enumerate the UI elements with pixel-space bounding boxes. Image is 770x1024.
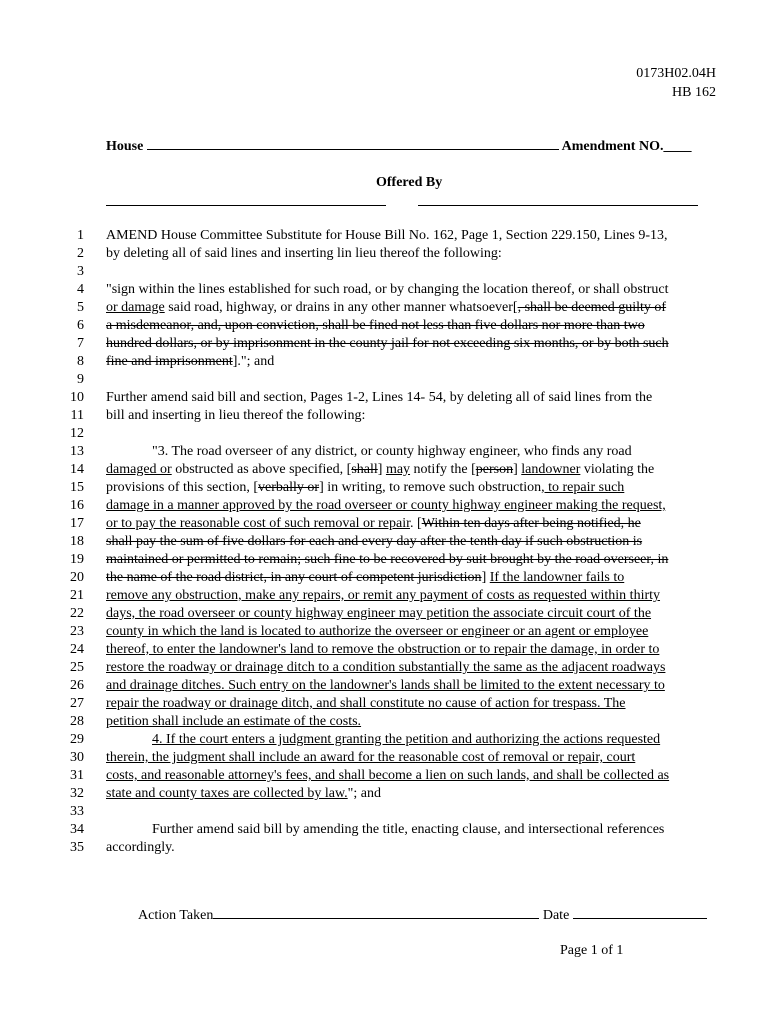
text-segment: AMEND House Committee Substitute for House Bill No. 162, Page 1, Section 229.150, Lines 9-13,	[106, 228, 668, 243]
line-number: 13	[70, 444, 84, 459]
line-text	[106, 785, 381, 803]
document-line	[0, 407, 770, 425]
offered-by-signature-line-2[interactable]	[418, 205, 698, 206]
line-number: 3	[77, 264, 84, 279]
line-number: 9	[77, 372, 84, 387]
line-text	[106, 713, 361, 731]
text-segment: ]	[481, 570, 490, 585]
line-text	[106, 569, 624, 587]
offered-by-signature-line-1[interactable]	[106, 205, 386, 206]
document-line	[0, 659, 770, 677]
line-text	[106, 299, 666, 317]
inserted-text: county in which the land is located to authorize the overseer or engineer or an agent or employee	[106, 624, 649, 639]
line-number: 7	[77, 336, 84, 351]
document-line	[0, 371, 770, 389]
document-line	[0, 245, 770, 263]
document-line	[0, 731, 770, 749]
document-line	[0, 263, 770, 281]
inserted-text: remove any obstruction, make any repairs, or remit any payment of costs as requested within thirty	[106, 588, 661, 603]
line-text	[106, 227, 668, 245]
document-line	[0, 353, 770, 371]
line-text	[106, 587, 660, 605]
document-line	[0, 425, 770, 443]
document-line	[0, 695, 770, 713]
line-number: 25	[70, 660, 84, 675]
line-number: 23	[70, 624, 84, 639]
line-text	[106, 839, 175, 857]
deleted-text: , shall be deemed guilty of	[517, 300, 667, 315]
line-text	[106, 749, 635, 767]
inserted-text: If the landowner fails to	[489, 570, 625, 585]
text-segment: accordingly.	[106, 840, 175, 855]
document-line	[0, 227, 770, 245]
date-label: Date	[542, 908, 570, 923]
line-number: 17	[70, 516, 84, 531]
line-number: 35	[70, 840, 84, 855]
document-id: 0173H02.04H	[636, 66, 716, 81]
inserted-text: damaged or	[106, 462, 172, 477]
deleted-text: shall	[351, 462, 378, 477]
line-text	[106, 407, 365, 425]
text-segment: Further amend said bill by amending the title, enacting clause, and intersectional references	[152, 822, 665, 837]
document-line	[0, 389, 770, 407]
bill-number: HB 162	[672, 85, 716, 100]
text-segment: "sign within the lines established for such road, or by changing the location thereof, or shall obstruct	[106, 282, 669, 297]
line-number: 32	[70, 786, 84, 801]
inserted-text: landowner	[521, 462, 581, 477]
text-segment: notify the [	[410, 462, 476, 477]
document-line	[0, 335, 770, 353]
line-number: 34	[70, 822, 84, 837]
line-text	[106, 497, 666, 515]
text-segment: violating the	[580, 462, 655, 477]
line-number: 28	[70, 714, 84, 729]
text-segment: Further amend said bill and section, Pages 1-2, Lines 14- 54, by deleting all of said lines from the	[106, 390, 653, 405]
text-segment: ] in writing, to remove such obstruction	[319, 480, 542, 495]
line-text	[106, 551, 668, 569]
document-line	[0, 641, 770, 659]
text-segment: bill and inserting in lieu thereof the following:	[106, 408, 366, 423]
document-line	[0, 281, 770, 299]
amendment-label: Amendment NO.	[561, 139, 664, 154]
line-text	[152, 821, 664, 839]
line-text	[106, 677, 665, 695]
line-number: 20	[70, 570, 84, 585]
line-number: 24	[70, 642, 84, 657]
document-line	[0, 605, 770, 623]
inserted-text: restore the roadway or drainage ditch to a condition substantially the same as the adjacent roadways	[106, 660, 666, 675]
deleted-text: fine and imprisonment	[106, 354, 233, 369]
line-text	[106, 461, 654, 479]
document-line	[0, 767, 770, 785]
text-segment: "; and	[347, 786, 381, 801]
document-line	[0, 497, 770, 515]
inserted-text: , to repair such	[541, 480, 625, 495]
house-label: House	[106, 139, 144, 154]
line-text	[106, 353, 274, 371]
inserted-text: days, the road overseer or county highway engineer may petition the associate circuit court of the	[106, 606, 652, 621]
line-number: 4	[77, 282, 84, 297]
deleted-text: a misdemeanor, and, upon conviction, shall be fined not less than five dollars nor more than two	[106, 318, 645, 333]
line-number: 11	[70, 408, 84, 423]
inserted-text: 4. If the court enters a judgment granting the petition and authorizing the actions requested	[152, 732, 661, 747]
inserted-text: or to pay the reasonable cost of such removal or repair	[106, 516, 411, 531]
line-number: 1	[77, 228, 84, 243]
document-line	[0, 317, 770, 335]
line-number: 29	[70, 732, 84, 747]
line-text	[106, 767, 669, 785]
line-text	[106, 623, 648, 641]
inserted-text: damage in a manner approved by the road overseer or county highway engineer making the request,	[106, 498, 666, 513]
line-number: 19	[70, 552, 84, 567]
line-number: 5	[77, 300, 84, 315]
page-number: Page 1 of 1	[560, 943, 624, 958]
line-text	[106, 659, 665, 677]
text-segment: provisions of this section, [	[106, 480, 259, 495]
text-segment: "3. The road overseer of any district, or county highway engineer, who finds any road	[152, 444, 632, 459]
line-number: 12	[70, 426, 84, 441]
inserted-text: and drainage ditches. Such entry on the landowner's lands shall be limited to the extent necessary to	[106, 678, 665, 693]
document-line	[0, 623, 770, 641]
date-blank[interactable]	[573, 906, 707, 919]
deleted-text: hundred dollars, or by imprisonment in the county jail for not exceeding six months, or by both such	[106, 336, 669, 351]
line-text	[106, 605, 651, 623]
inserted-text: costs, and reasonable attorney's fees, and shall become a lien on such lands, and shall be collected as	[106, 768, 670, 783]
text-segment: ]."; and	[232, 354, 275, 369]
document-line	[0, 299, 770, 317]
amendment-number-blank[interactable]: ____	[663, 139, 692, 154]
deleted-text: verbally or	[258, 480, 320, 495]
line-text	[106, 389, 652, 407]
document-line	[0, 569, 770, 587]
line-number: 27	[70, 696, 84, 711]
offered-by-label: Offered By	[376, 175, 443, 190]
document-line	[0, 479, 770, 497]
inserted-text: may	[385, 462, 411, 477]
line-text	[106, 641, 659, 659]
deleted-text: shall pay the sum of five dollars for each and every day after the tenth day if such obstruction is	[106, 534, 643, 549]
line-number: 16	[70, 498, 84, 513]
line-text	[106, 695, 626, 713]
line-number: 26	[70, 678, 84, 693]
inserted-text: state and county taxes are collected by law.	[106, 786, 348, 801]
text-segment: said road, highway, or drains in any other manner whatsoever[	[164, 300, 518, 315]
line-number: 18	[70, 534, 84, 549]
line-number: 31	[70, 768, 84, 783]
document-line	[0, 749, 770, 767]
deleted-text: person	[475, 462, 514, 477]
line-number: 30	[70, 750, 84, 765]
inserted-text: petition shall include an estimate of the costs.	[106, 714, 362, 729]
action-taken-blank[interactable]	[213, 906, 539, 919]
deleted-text: Within ten days after being notified, he	[421, 516, 641, 531]
line-number: 6	[77, 318, 84, 333]
text-segment: obstructed as above specified, [	[171, 462, 352, 477]
document-line	[0, 821, 770, 839]
document-line	[0, 677, 770, 695]
text-segment: by deleting all of said lines and inserting lin lieu thereof the following:	[106, 246, 502, 261]
document-line	[0, 443, 770, 461]
line-text	[106, 335, 669, 353]
deleted-text: maintained or permitted to remain; such fine to be recovered by suit brought by the road overseer, in	[106, 552, 669, 567]
line-number: 33	[70, 804, 84, 819]
document-line	[0, 785, 770, 803]
document-line	[0, 533, 770, 551]
line-text	[106, 317, 645, 335]
action-taken-row	[138, 906, 707, 925]
line-number: 2	[77, 246, 84, 261]
inserted-text: therein, the judgment shall include an award for the reasonable cost of removal or repair, court	[106, 750, 636, 765]
inserted-text: or damage	[106, 300, 165, 315]
document-line	[0, 713, 770, 731]
document-line	[0, 587, 770, 605]
inserted-text: repair the roadway or drainage ditch, and shall constitute no cause of action for trespass. The	[106, 696, 626, 711]
document-line	[0, 803, 770, 821]
line-text	[106, 245, 502, 263]
line-number: 14	[70, 462, 84, 477]
line-text	[106, 479, 624, 497]
text-segment: ]	[513, 462, 522, 477]
line-text	[152, 443, 632, 461]
document-line	[0, 839, 770, 857]
document-line	[0, 461, 770, 479]
line-number: 22	[70, 606, 84, 621]
line-text	[106, 281, 668, 299]
inserted-text: thereof, to enter the landowner's land to remove the obstruction or to repair the damage, in order to	[106, 642, 660, 657]
text-segment: . [	[410, 516, 422, 531]
line-number: 15	[70, 480, 84, 495]
title-row	[106, 137, 691, 156]
text-segment: ]	[377, 462, 386, 477]
action-taken-label: Action Taken	[138, 908, 214, 923]
line-text	[106, 533, 642, 551]
line-number: 10	[70, 390, 84, 405]
document-line	[0, 551, 770, 569]
house-blank[interactable]	[147, 137, 559, 150]
deleted-text: the name of the road district, in any court of competent jurisdiction	[106, 570, 482, 585]
line-text	[106, 515, 641, 533]
document-line	[0, 515, 770, 533]
line-text	[152, 731, 660, 749]
line-number: 21	[70, 588, 84, 603]
line-number: 8	[77, 354, 84, 369]
